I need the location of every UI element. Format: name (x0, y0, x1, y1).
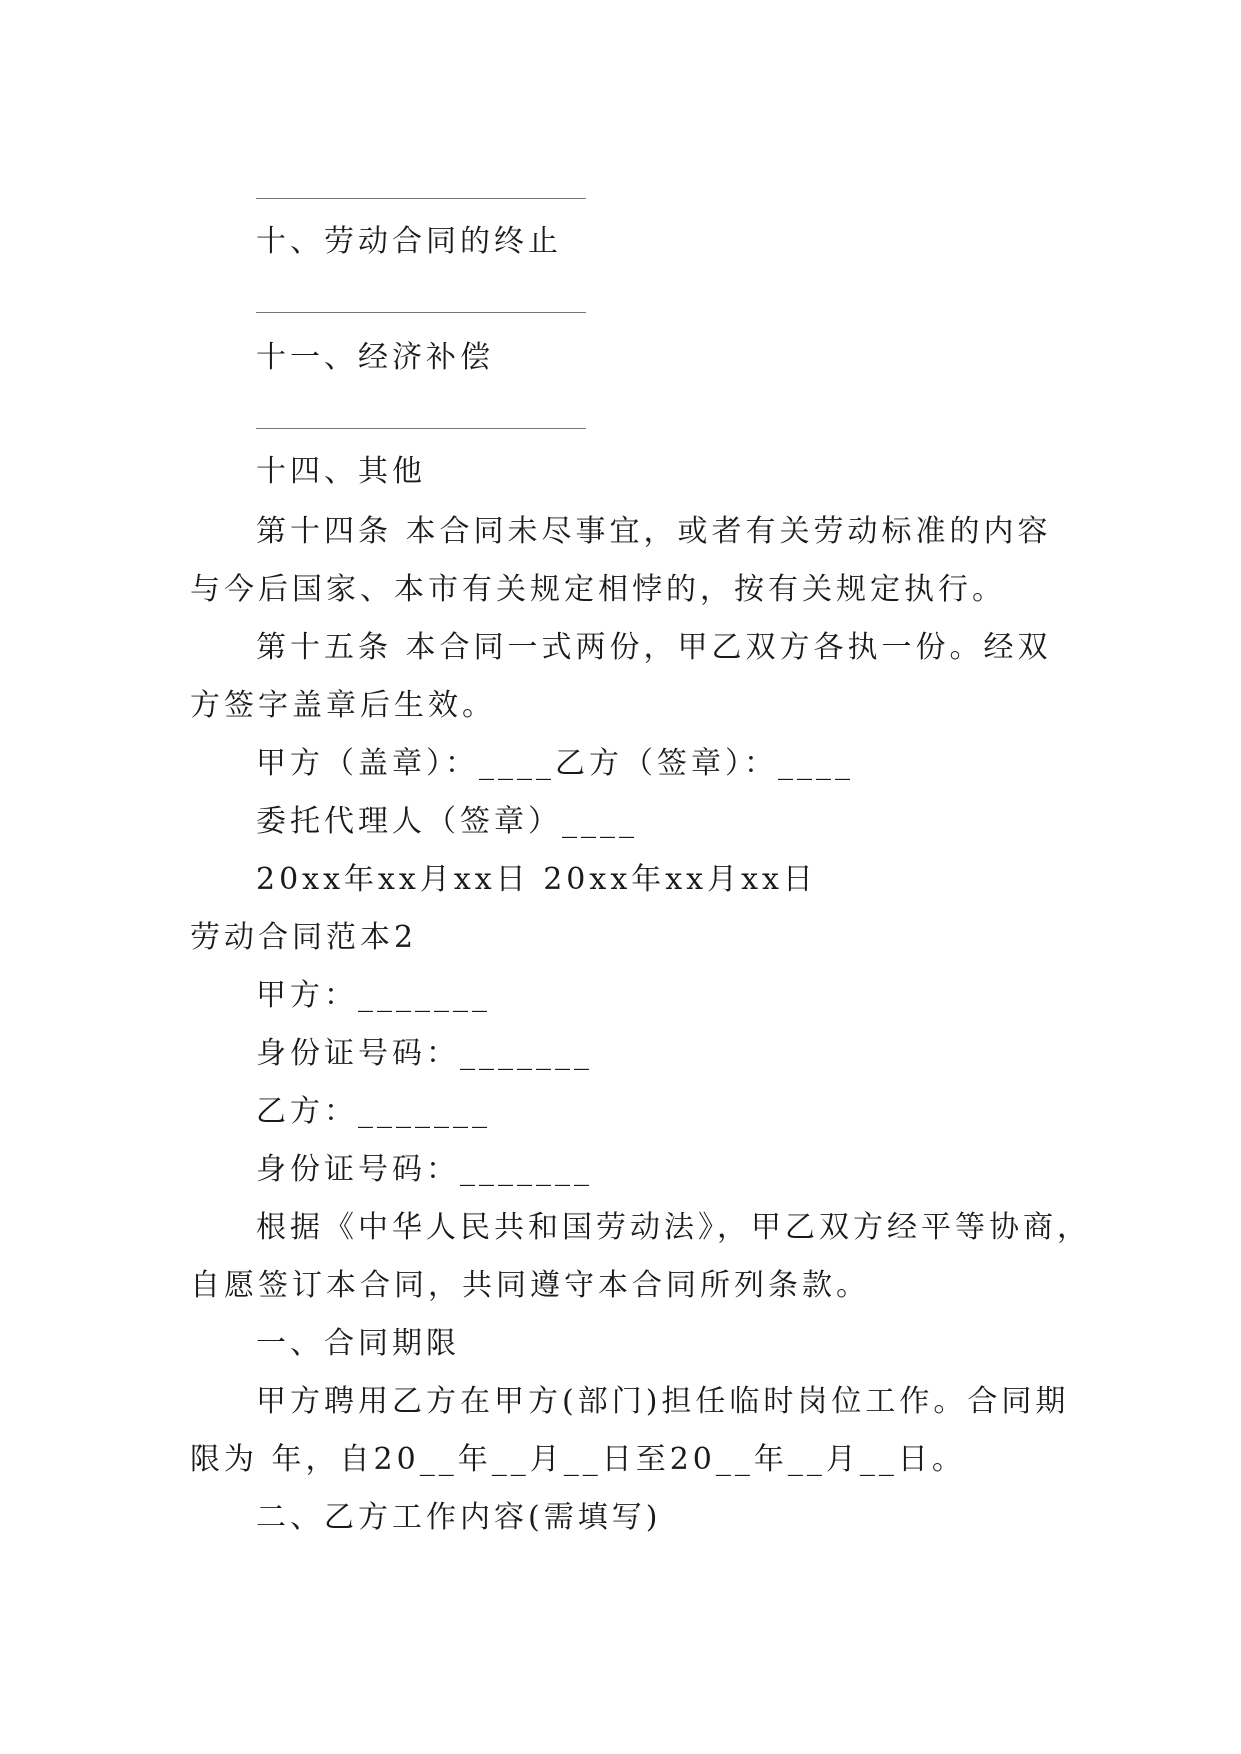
blank-line (256, 312, 586, 313)
preamble-line-2: 自愿签订本合同，共同遵守本合同所列条款。 (190, 1268, 870, 1303)
section-1-line-1: 甲方聘用乙方在甲方(部门)担任临时岗位工作。合同期 (256, 1384, 1070, 1419)
article-15-line-1: 第十五条 本合同一式两份，甲乙双方各执一份。经双 (256, 630, 1052, 665)
template-2-title: 劳动合同范本2 (190, 920, 418, 955)
section-heading-termination: 十、劳动合同的终止 (256, 224, 562, 259)
blank-line (256, 198, 586, 199)
article-14-line-2: 与今后国家、本市有关规定相悖的，按有关规定执行。 (190, 572, 1006, 607)
signature-agent: 委托代理人（签章）____ (256, 804, 638, 839)
article-15-line-2: 方签字盖章后生效。 (190, 688, 496, 723)
article-14-line-1: 第十四条 本合同未尽事宜，或者有关劳动标准的内容 (256, 514, 1052, 549)
party-a-id-field: 身份证号码：_______ (256, 1036, 593, 1071)
party-a-field: 甲方：_______ (256, 978, 491, 1013)
section-heading-compensation: 十一、经济补偿 (256, 340, 494, 375)
section-heading-other: 十四、其他 (256, 454, 426, 489)
signature-dates: 20xx年xx月xx日 20xx年xx月xx日 (256, 862, 817, 897)
section-1-title: 一、合同期限 (256, 1326, 460, 1361)
signature-parties: 甲方（盖章）：____乙方（签章）：____ (256, 746, 854, 781)
party-b-id-field: 身份证号码：_______ (256, 1152, 593, 1187)
section-2-title: 二、乙方工作内容(需填写) (256, 1500, 662, 1535)
section-1-line-2: 限为 年，自20__年__月__日至20__年__月__日。 (190, 1442, 966, 1477)
preamble-line-1: 根据《中华人民共和国劳动法》，甲乙双方经平等协商， (256, 1210, 1091, 1245)
blank-line (256, 428, 586, 429)
party-b-field: 乙方：_______ (256, 1094, 491, 1129)
